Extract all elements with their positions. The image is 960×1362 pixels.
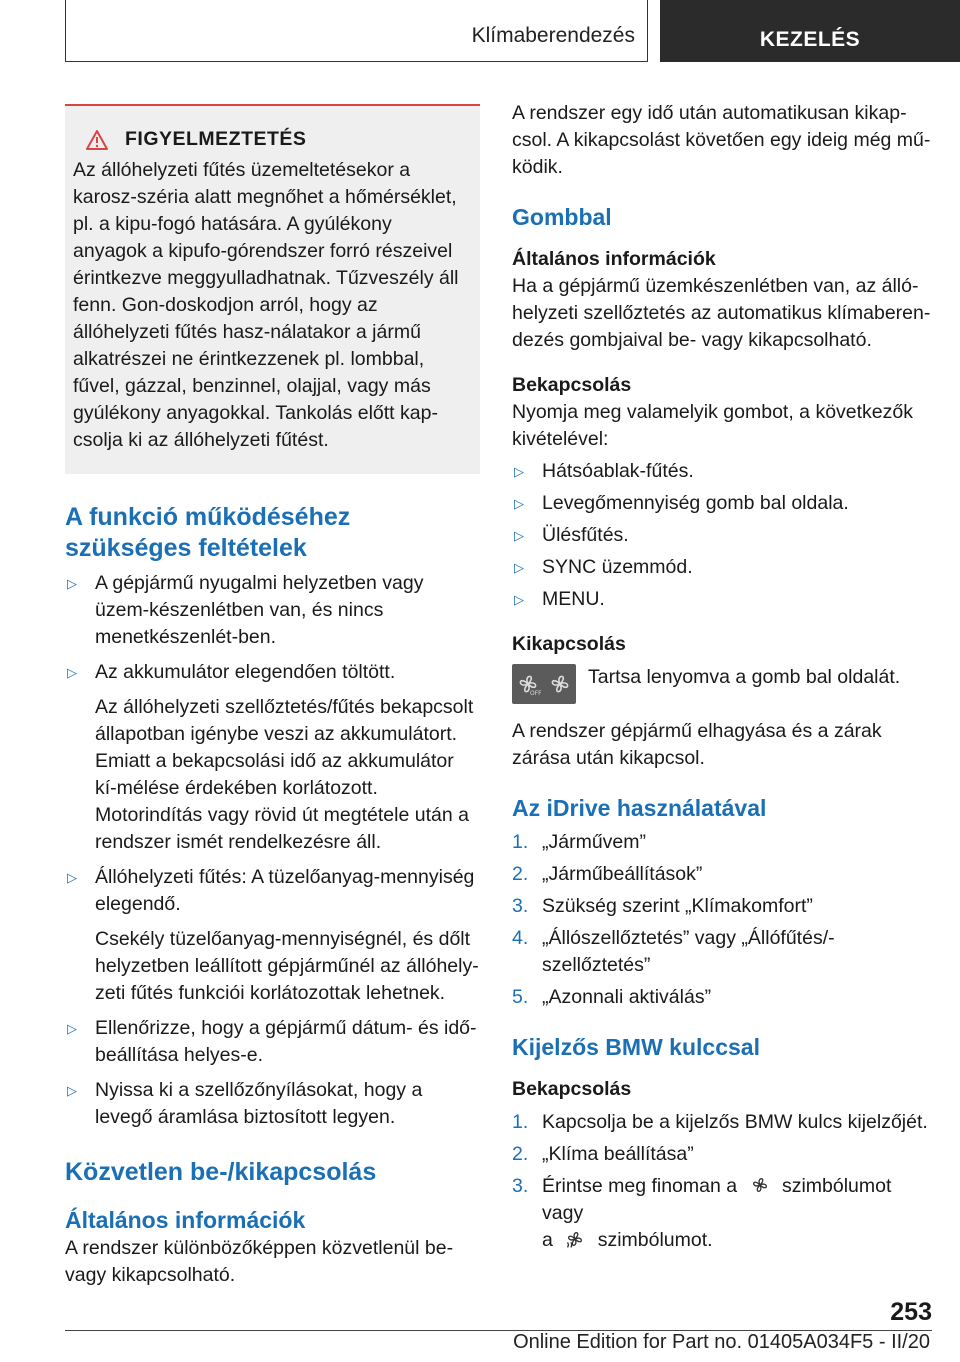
left-column [65,100,480,1289]
button-on-text: Nyomja meg valamelyik gombot, a következők kivételével: [512,401,913,450]
right-column [512,100,932,1254]
header-section-tab [65,0,648,62]
section-title: Klímaberendezés [471,24,635,47]
warning-text: Az állóhelyzeti fűtés üzemeltetésekor a karosz-széria alatt megnőhet a hőmérséklet, pl. a kipu-fogó hatására. A gyúlékony anyagok a kipufo-górendszer forró részeivel érintkezve meggyulladhatnak. Tűzveszély áll fenn. Gon-doskodjon arról, hogy az állóhelyzeti fűtés hasz-nálatakor a jármű alkatrészei ne érintkezzenek pl. lombbal, fűvel, gázzal, benzinnel, olajjal, vagy más gyúlékony anyagokkal. Tankolás előtt kap-csolja ki az állóhelyzeti fűtést. [73,159,459,451]
off-instruction [512,664,932,704]
list-item: 2. „Járműbeállítások” [512,863,703,885]
list-item: ▷ Az akkumulátor elegendően töltött. [65,659,480,686]
conditions-list [65,570,480,1131]
direct-heading: Közvetlen be-/kikapcsolás [65,1158,377,1186]
heating-ventilation-icon [564,1229,586,1249]
triangle-bullet-icon: ▷ [67,576,77,591]
edition-text: Online Edition for Part no. 01405A034F5 - II/20 [513,1331,930,1353]
list-item: ▷ SYNC üzemmód. [512,554,932,581]
list-item: 3. Szükség szerint „Klímakomfort” [512,895,813,917]
list-item: ▷ Állóhelyzeti fűtés: A tüzelőanyag-mennyiség elegendő. [67,866,475,915]
list-item: 5. „Azonnali aktiválás” [512,986,712,1008]
warning-triangle-icon [85,129,109,151]
triangle-bullet-icon: ▷ [67,665,77,680]
button-after-text: A rendszer gépjármű elhagyása és a zárak zárása után kikapcsol. [512,720,882,769]
button-off-text: Tartsa lenyomva a gomb bal oldalát. [588,666,901,688]
list-item: 3. Érintse meg finoman a szimbólumot vagy a szimbólumot. [512,1175,892,1251]
key-steps [512,1109,932,1254]
exceptions-list [512,458,932,613]
idrive-heading: Az iDrive használatával [512,795,767,821]
list-item: ▷ MENU. [512,586,932,613]
triangle-bullet-icon: ▷ [514,496,524,511]
fan-icon [548,672,572,696]
list-item: 2. „Klíma beállítása” [512,1143,694,1165]
key-on-title: Bekapcsolás [512,1078,632,1100]
conditions-heading: A funkció működéséhez szükséges feltételek [65,503,351,562]
list-item: 4. „Állószellőztetés” vagy „Állófűtés/-szellőztetés” [512,927,835,976]
list-item: ▷ Nyissa ki a szellőzőnyílásokat, hogy a levegő áramlása biztosított legyen. [67,1079,423,1128]
button-general-text: Ha a gépjármű üzemkészenlétben van, az álló-helyzeti szellőztetés az automatikus klímaberen-dezés gombjaival be- vagy kikapcsolható. [512,275,931,351]
triangle-bullet-icon: ▷ [67,1021,77,1036]
list-item: ▷ Hátsóablak-fűtés. [512,458,932,485]
fan-button-image [512,664,576,704]
list-item: 1. Kapcsolja be a kijelzős BMW kulcs kijelzőjét. [512,1111,928,1133]
ventilation-icon [749,1175,771,1195]
button-heading: Gombbal [512,204,612,230]
list-item: ▷ Ellenőrizze, hogy a gépjármű dátum- és idő-beállítása helyes-e. [67,1017,477,1066]
list-item: ▷ Ülésfűtés. [512,522,932,549]
button-general-title: Általános információk [512,248,716,270]
auto-off-text: A rendszer egy idő után automatikusan kikap-csol. A kikapcsolást követően egy ideig még mű-ködik. [512,102,931,178]
triangle-bullet-icon: ▷ [514,464,524,479]
triangle-bullet-icon: ▷ [67,870,77,885]
list-note: Az állóhelyzeti szellőztetés/fűtés bekapcsolt állapotban igénybe veszi az akkumulátort. Emiatt a bekapcsolási idő az akkumulátor kí-mélése érdekében korlátozott. Motorindítás vagy rövid út megtétele után a rendszer ismét rendelkezésre áll. [95,696,474,853]
warning-title: FIGYELMEZTETÉS [125,128,307,150]
triangle-bullet-icon: ▷ [67,1083,77,1098]
idrive-steps [512,829,932,1011]
warning-box [65,104,480,474]
chapter-title: KEZELÉS [660,0,960,62]
key-heading: Kijelzős BMW kulccsal [512,1034,760,1060]
triangle-bullet-icon: ▷ [514,528,524,543]
list-note: Csekély tüzelőanyag-mennyiségnél, és dőlt helyzetben leállított gépjárműnél az állóhely-zeti fűtés funkciói korlátozottak lehetnek. [95,928,479,1004]
button-on-title: Bekapcsolás [512,374,632,396]
triangle-bullet-icon: ▷ [514,560,524,575]
svg-text:OFF: OFF [530,690,542,697]
list-item: 1. „Járművem” [512,831,647,853]
direct-text: A rendszer különbözőképpen közvetlenül be-vagy kikapcsolható. [65,1237,454,1286]
button-off-title: Kikapcsolás [512,633,626,655]
fan-off-icon [516,672,540,696]
direct-subheading: Általános információk [65,1207,306,1233]
page-number: 253 [890,1298,932,1326]
triangle-bullet-icon: ▷ [514,592,524,607]
list-item: ▷ Levegőmennyiség gomb bal oldala. [512,490,932,517]
list-item: ▷ A gépjármű nyugalmi helyzetben vagy üzem-készenlétben van, és nincs menetkészenlét-ben. [67,572,424,648]
